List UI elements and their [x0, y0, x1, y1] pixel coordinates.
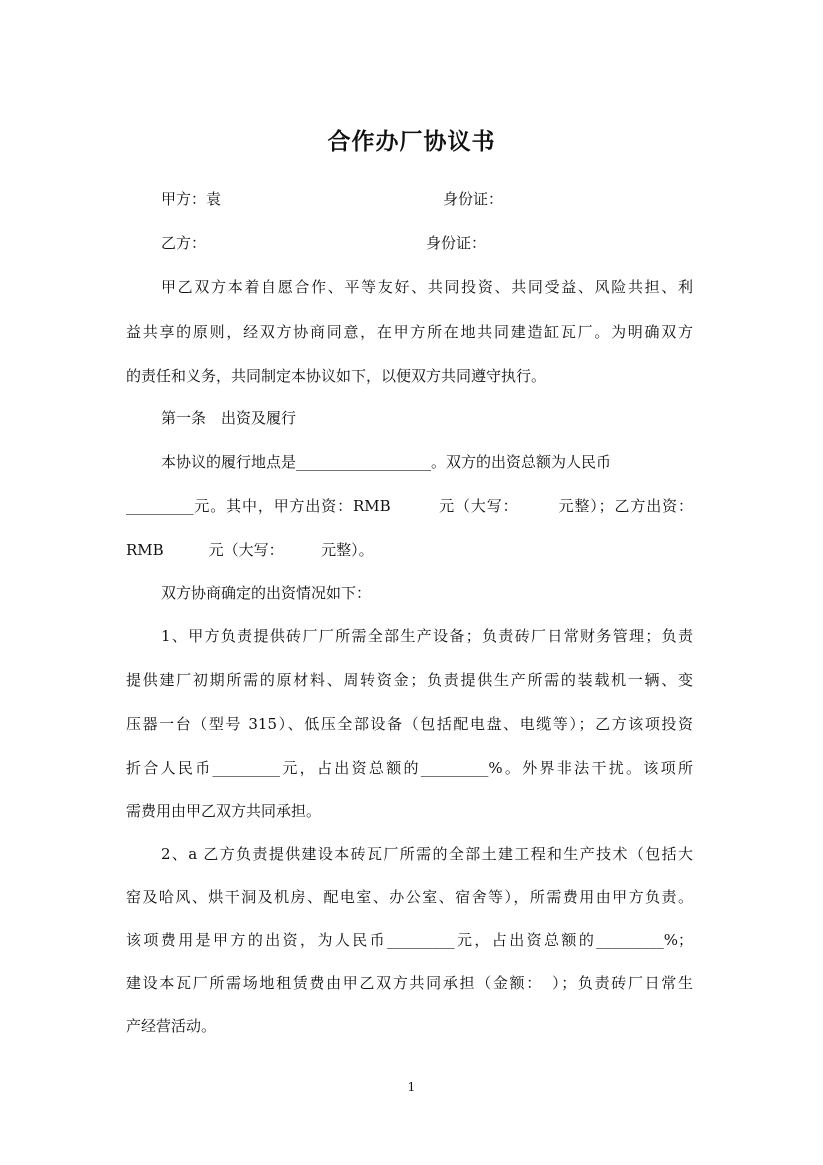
item-2-line: 建设本瓦厂所需场地租赁费由甲乙双方共同承担（金额： ）；负责砖厂日常生 — [126, 974, 693, 992]
party-b-id-label: 身份证： — [426, 234, 487, 252]
article-heading: 第一条 出资及履行 — [161, 409, 297, 427]
intro-line: 益共享的原则，经双方协商同意，在甲方所在地共同建造缸瓦厂。为明确双方 — [126, 323, 693, 341]
document-title: 合作办厂协议书 — [327, 128, 496, 155]
party-a-label: 甲方：袁 — [161, 190, 222, 208]
item-1-line: 1、甲方负责提供砖厂厂所需全部生产设备；负责砖厂日常财务管理；负责 — [161, 627, 693, 645]
item-1-line: 折合人民币_________元，占出资总额的_________%。外界非法干扰。该项所 — [126, 759, 693, 777]
article-line: _________元。其中，甲方出资：RMB 元（大写： 元整）；乙方出资： — [126, 497, 693, 515]
intro-line: 的责任和义务，共同制定本协议如下，以便双方共同遵守执行。 — [126, 367, 547, 385]
page-number: 1 — [407, 1080, 416, 1094]
item-2-line: 窑及哈风、烘干洞及机房、配电室、办公室、宿舍等），所需费用由甲方负责。 — [126, 888, 693, 906]
article-line: 本协议的履行地点是__________________。双方的出资总额为人民币 — [161, 453, 612, 471]
item-1-line: 提供建厂初期所需的原材料、周转资金；负责提供生产所需的装载机一辆、变 — [126, 671, 693, 689]
item-1-line: 压器一台（型号 315）、低压全部设备（包括配电盘、电缆等）；乙方该项投资 — [126, 715, 693, 733]
party-a-id-label: 身份证： — [443, 190, 504, 208]
article-line: RMB 元（大写： 元整）。 — [126, 541, 374, 559]
item-2-line: 2、a 乙方负责提供建设本砖瓦厂所需的全部土建工程和生产技术（包括大 — [161, 845, 693, 863]
party-b-label: 乙方： — [161, 234, 207, 252]
item-1-line: 需费用由甲乙双方共同承担。 — [126, 802, 322, 820]
item-2-line: 产经营活动。 — [126, 1017, 217, 1035]
consensus-line: 双方协商确定的出资情况如下： — [161, 584, 372, 602]
intro-line: 甲乙双方本着自愿合作、平等友好、共同投资、共同受益、风险共担、利 — [161, 278, 693, 296]
item-2-line: 该项费用是甲方的出资，为人民币_________元，占出资总额的_________%； — [126, 931, 693, 949]
